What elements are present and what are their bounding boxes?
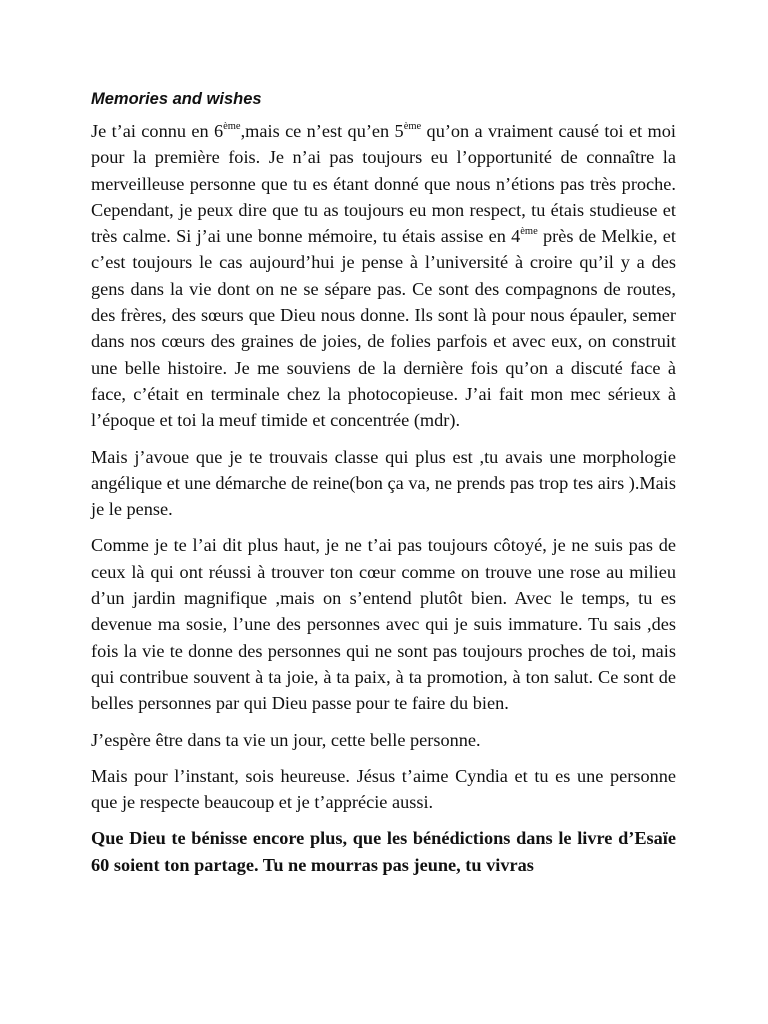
paragraph-1-part-b: ,mais ce n’est qu’en 5 <box>240 121 404 141</box>
paragraph-1-part-a: Je t’ai connu en 6 <box>91 121 224 141</box>
paragraph-3: Comme je te l’ai dit plus haut, je ne t’ai pas toujours côtoyé, je ne suis pas de ceux là qui ont réussi à trouver ton cœur comme on trouve une rose au milieu d’un jardin magnifique ,mais on s’entend plutôt bien. Avec le temps, tu es devenue ma sosie, l’une des personnes avec qui je suis immature. Tu sais ,des fois la vie te donne des personnes qui ne sont pas toujours proches de toi, mais qui contribue souvent à ta joie, à ta paix, à ta promotion, à ton salut. Ce sont de belles personnes par qui Dieu passe pour te faire du bien. <box>91 535 676 714</box>
superscript-eme: ème <box>520 226 538 238</box>
paragraph-6-blessing: Que Dieu te bénisse encore plus, que les bénédictions dans le livre d’Esaïe 60 soient ton partage. Tu ne mourras pas jeune, tu vivras <box>91 828 676 875</box>
superscript-eme: ème <box>223 121 241 132</box>
superscript-eme: ème <box>403 121 422 132</box>
paragraph-2: Mais j’avoue que je te trouvais classe qui plus est ,tu avais une morphologie angélique et une démarche de reine(bon ça va, ne prends pas trop tes airs ).Mais je le pense. <box>91 446 676 520</box>
paragraph-4: J’espère être dans ta vie un jour, cette belle personne. <box>91 729 481 750</box>
paragraph-1-part-d: près de Melkie, et c’est toujours le cas aujourd’hui je pense à l’université à croire qu’il y a des gens dans la vie dont on ne se sépare pas. Ce sont des compagnons de routes, des frères, des sœurs que Dieu nous donne. Ils sont là pour nous épauler, semer dans nos cœurs des graines de joies, de folies parfois et avec eux, on construit une belle histoire. Je me souviens de la dernière fois qu’on a discuté face à face, c’était en terminale chez la photocopieuse. J’ai fait mon mec sérieux à l’époque et toi la meuf timide et concentrée (mdr). <box>91 226 676 431</box>
paragraph-1 <box>91 118 676 434</box>
paragraph-5: Mais pour l’instant, sois heureuse. Jésus t’aime Cyndia et tu es une personne que je respecte beaucoup et je t’apprécie aussi. <box>91 765 676 813</box>
paragraph-1-part-c: qu’on a vraiment causé toi et moi pour la première fois. Je n’ai pas toujours eu l’opportunité de connaître la merveilleuse personne que tu es étant donné que nous n’étions pas très proche. Cependant, je peux dire que tu as toujours eu mon respect, tu étais studieuse et très calme. Si j’ai une bonne mémoire, tu étais assise en 4 <box>91 121 676 247</box>
document-title: Memories and wishes <box>91 90 262 108</box>
